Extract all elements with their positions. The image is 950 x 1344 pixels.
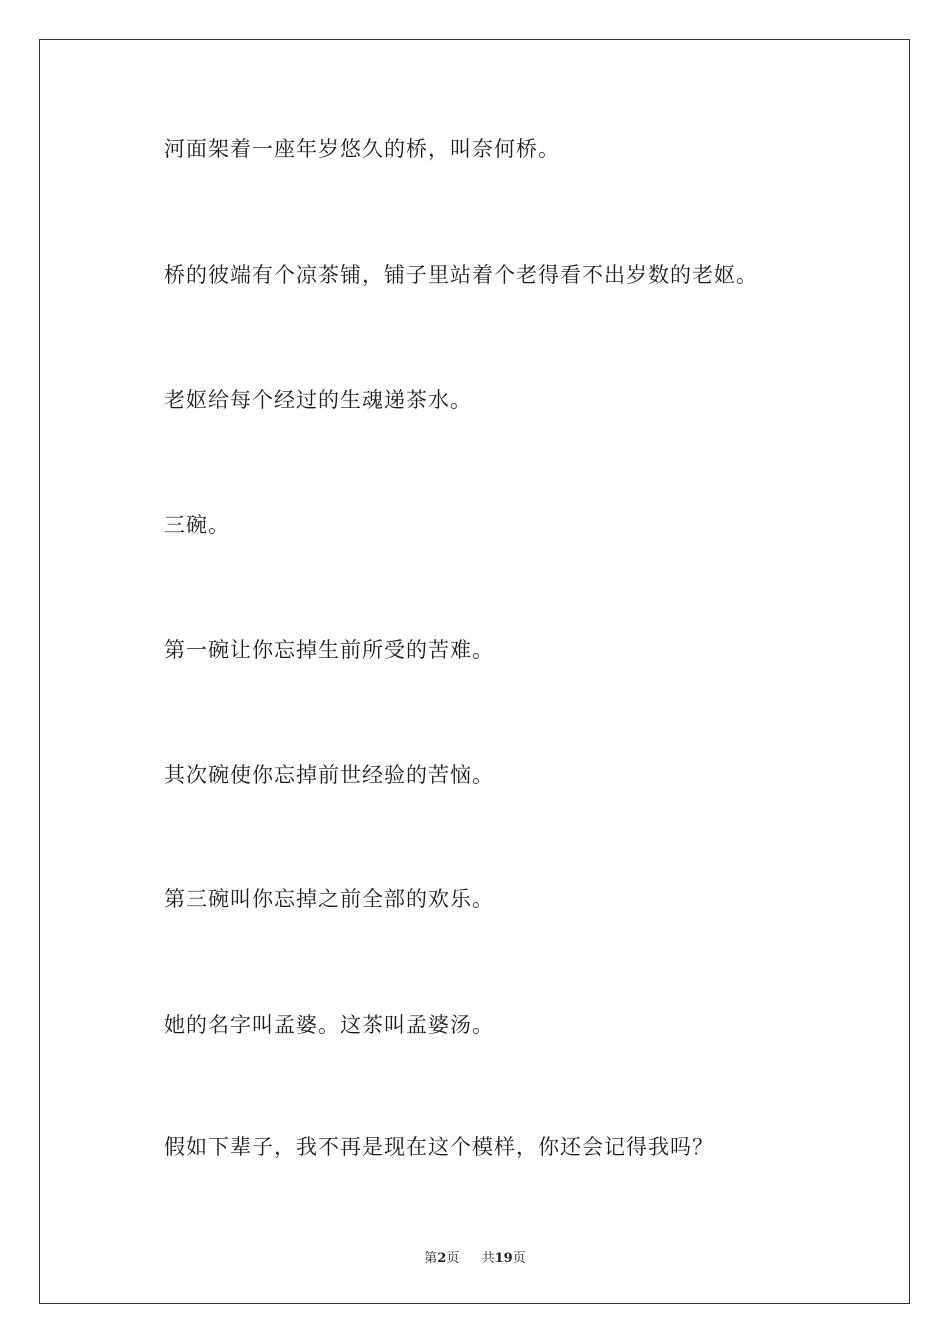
- page-suffix: 页: [446, 1251, 460, 1266]
- total-page-count: 19: [494, 1251, 513, 1266]
- paragraph: 第三碗叫你忘掉之前全部的欢乐。: [164, 887, 494, 911]
- paragraph: 假如下辈子，我不再是现在这个模样，你还会记得我吗？: [164, 1135, 714, 1159]
- total-suffix: 页: [512, 1251, 526, 1266]
- total-prefix: 共: [481, 1251, 495, 1266]
- page-border: [39, 39, 910, 1304]
- paragraph: 第一碗让你忘掉生前所受的苦难。: [164, 638, 494, 662]
- page-prefix: 第: [424, 1251, 438, 1266]
- paragraph: 河面架着一座年岁悠久的桥，叫奈何桥。: [164, 137, 560, 161]
- total-pages-label: [482, 1251, 526, 1266]
- paragraph: 其次碗使你忘掉前世经验的苦恼。: [164, 763, 494, 787]
- page-number-label: [424, 1251, 463, 1266]
- paragraph: 她的名字叫孟婆。这茶叫孟婆汤。: [164, 1013, 494, 1037]
- paragraph: 老妪给每个经过的生魂递茶水。: [164, 388, 472, 412]
- current-page-number: 2: [437, 1251, 447, 1266]
- paragraph: 桥的彼端有个凉茶铺，铺子里站着个老得看不出岁数的老妪。: [164, 263, 758, 287]
- page-footer: [0, 1247, 950, 1266]
- paragraph: 三碗。: [164, 513, 230, 537]
